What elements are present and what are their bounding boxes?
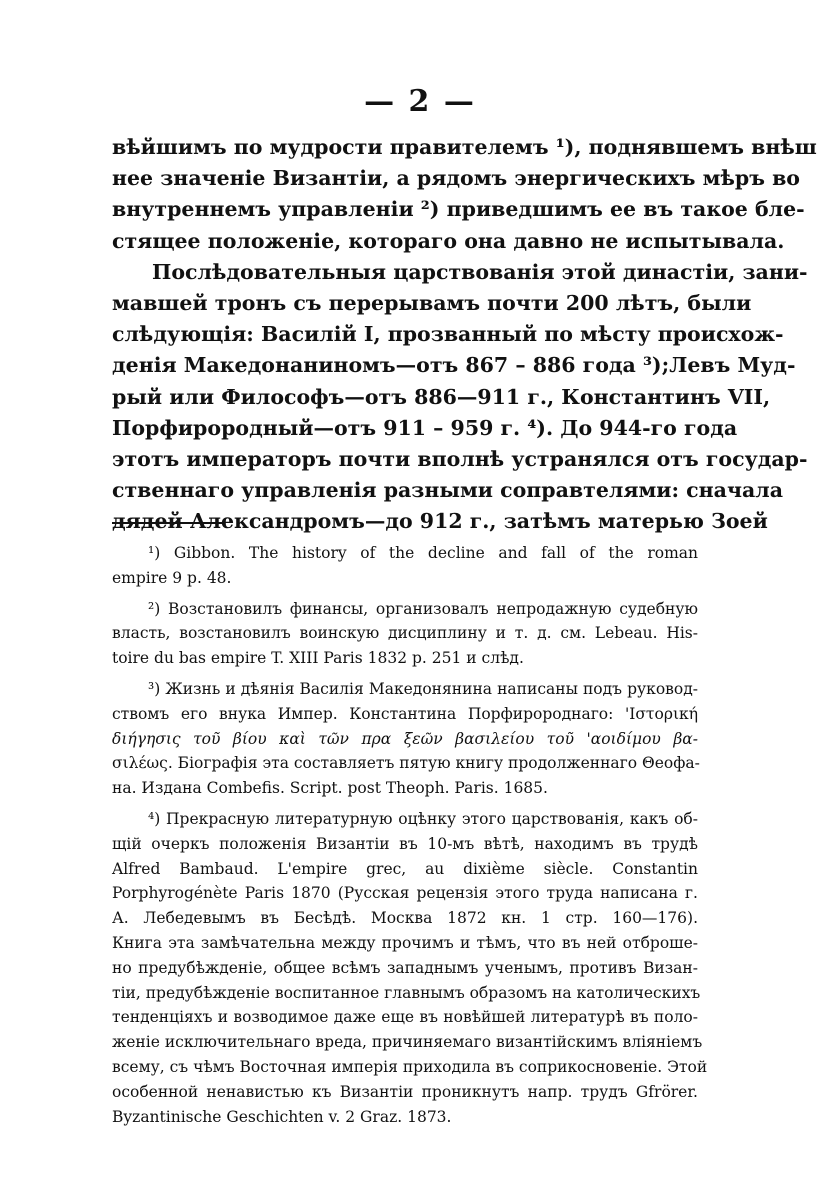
footnote-line: Porphyrogénète Paris 1870 (Русская рецензія этого труда написана г. xyxy=(112,884,698,903)
footnote-line: власть, возстановилъ воинскую дисциплину и т. д. см. Lebeau. His- xyxy=(112,624,698,643)
main-text xyxy=(112,132,817,537)
footnote-line: женіе исключительнаго вреда, причиняемаго византійскимъ вліяніемъ xyxy=(112,1033,703,1052)
footnote-line: Alfred Bambaud. L'empire grec, au dixième siècle. Constantin xyxy=(112,859,698,878)
footnote-line: Книга эта замѣчательна между прочимъ и тѣмъ, что въ ней отброше- xyxy=(112,933,698,952)
footnote-2 xyxy=(112,597,698,671)
footnote-line: тенденціяхъ и возводимое даже еще въ новѣйшей литературѣ въ поло- xyxy=(112,1008,698,1027)
footnote-separator-rule xyxy=(112,522,224,524)
main-text-line: Послѣдовательныя царствованія этой династіи, зани- xyxy=(152,259,808,284)
main-text-line: дядей Александромъ—до 912 г., затѣмъ матерью Зоей xyxy=(112,509,768,534)
footnote-line: А. Лебедевымъ въ Бесѣдѣ. Москва 1872 кн. 1 стр. 160—176). xyxy=(112,909,698,928)
footnote-line: всему, съ чѣмъ Восточная имперія приходила въ соприкосновеніе. Этой xyxy=(112,1057,708,1076)
footnote-1 xyxy=(112,541,698,591)
footnote-3 xyxy=(112,677,698,801)
footnote-line: ³) Жизнь и дѣянія Василія Македонянина написаны подъ руковод- xyxy=(148,679,698,698)
footnote-line: Byzantinische Geschichten v. 2 Graz. 1873. xyxy=(112,1107,452,1126)
footnote-4 xyxy=(112,807,708,1129)
footnote-line: особенной ненавистью къ Византіи проникнутъ напр. трудъ Gfrörer. xyxy=(112,1082,698,1101)
footnote-line: ²) Возстановилъ финансы, организовалъ непродажную судебную xyxy=(148,599,698,618)
footnote-line: empire 9 p. 48. xyxy=(112,568,232,587)
footnote-line: σιλέως. Біографія эта составляетъ пятую книгу продолженнаго Θеофа- xyxy=(112,754,700,773)
footnote-line: ствомъ его внука Импер. Константина Порфиророднаго: 'Ιστορική xyxy=(112,704,698,723)
main-text-line: внутреннемъ управленіи ²) приведшимъ ее въ такое бле- xyxy=(112,197,805,222)
footnote-line: ¹) Gibbon. The history of the decline and fall of the roman xyxy=(148,544,698,562)
main-text-line: слѣдующія: Василій I, прозванный по мѣсту происхож- xyxy=(112,322,784,347)
main-text-line: Порфирородный—отъ 911 – 959 г. ⁴). До 944-го года xyxy=(112,415,738,440)
footnote-line: тіи, предубѣжденіе воспитанное главнымъ образомъ на католическихъ xyxy=(112,983,701,1002)
main-text-line: рый или Философъ—отъ 886—911 г., Константинъ VII, xyxy=(112,384,771,409)
main-text-line: мавшей тронъ съ перерывамъ почти 200 лѣтъ, были xyxy=(112,290,752,315)
page-number: — 2 — xyxy=(364,84,476,119)
footnote-line: διήγησις τοῦ βίου καὶ τῶν πρα ξεῶν βασιλείου τοῦ 'αοιδίμου βα- xyxy=(112,729,698,748)
footnotes xyxy=(112,541,708,1135)
footnote-line: но предубѣжденіе, общее всѣмъ западнымъ ученымъ, противъ Визан- xyxy=(112,958,698,977)
main-text-line: стящее положеніе, котораго она давно не испытывала. xyxy=(112,228,785,253)
main-text-line: нее значеніе Византіи, а рядомъ энергическихъ мѣръ во xyxy=(112,166,800,191)
footnote-line: toire du bas empire T. XIII Paris 1832 p. 251 и слѣд. xyxy=(112,649,524,668)
main-text-line: ственнаго управленія разными соправтелями: сначала xyxy=(112,478,783,503)
footnote-line: на. Издана Combefis. Script. post Theoph. Paris. 1685. xyxy=(112,779,548,798)
footnote-line: ⁴) Прекрасную литературную оцѣнку этого царствованія, какъ об- xyxy=(148,809,698,828)
main-text-line: денія Македонаниномъ—отъ 867 – 886 года ³);Левъ Муд- xyxy=(112,353,796,378)
footnote-line: щій очеркъ положенія Византіи въ 10-мъ вѣтѣ, находимъ въ трудѣ xyxy=(112,834,698,853)
main-text-line: этотъ императоръ почти вполнѣ устранялся отъ государ- xyxy=(112,446,808,471)
main-text-line: вѣйшимъ по мудрости правителемъ ¹), поднявшемъ внѣш xyxy=(112,135,817,159)
